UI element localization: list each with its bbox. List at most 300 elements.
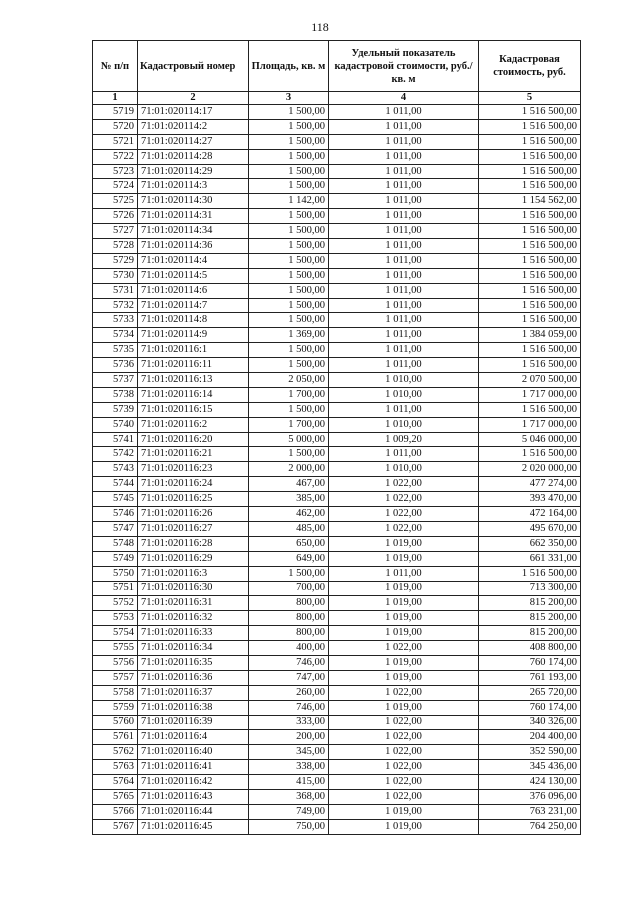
cadastral-value-cell: 1 516 500,00 bbox=[479, 402, 581, 417]
cadastral-value-cell: 763 231,00 bbox=[479, 804, 581, 819]
cadastral-value-cell: 1 384 059,00 bbox=[479, 328, 581, 343]
table-row bbox=[93, 626, 581, 641]
column-number: 4 bbox=[329, 92, 479, 105]
row-number-cell: 5736 bbox=[93, 358, 138, 373]
row-number-cell: 5746 bbox=[93, 507, 138, 522]
cadastral-number-cell: 71:01:020116:31 bbox=[138, 596, 249, 611]
table-row bbox=[93, 804, 581, 819]
row-number-cell: 5763 bbox=[93, 760, 138, 775]
table-row bbox=[93, 298, 581, 313]
header-row bbox=[93, 41, 581, 92]
cadastral-number-cell: 71:01:020116:26 bbox=[138, 507, 249, 522]
specific-value-cell: 1 019,00 bbox=[329, 536, 479, 551]
specific-value-cell: 1 011,00 bbox=[329, 164, 479, 179]
area-cell: 1 500,00 bbox=[249, 239, 329, 254]
cadastral-number-cell: 71:01:020114:29 bbox=[138, 164, 249, 179]
table-row bbox=[93, 447, 581, 462]
row-number-cell: 5753 bbox=[93, 611, 138, 626]
cadastral-number-cell: 71:01:020114:3 bbox=[138, 179, 249, 194]
row-number-cell: 5725 bbox=[93, 194, 138, 209]
row-number-cell: 5727 bbox=[93, 224, 138, 239]
area-cell: 1 500,00 bbox=[249, 298, 329, 313]
specific-value-cell: 1 019,00 bbox=[329, 551, 479, 566]
table-row bbox=[93, 239, 581, 254]
table-row bbox=[93, 328, 581, 343]
cadastral-value-cell: 393 470,00 bbox=[479, 492, 581, 507]
row-number-cell: 5757 bbox=[93, 670, 138, 685]
row-number-cell: 5745 bbox=[93, 492, 138, 507]
row-number-cell: 5739 bbox=[93, 402, 138, 417]
area-cell: 750,00 bbox=[249, 819, 329, 834]
row-number-cell: 5749 bbox=[93, 551, 138, 566]
area-cell: 385,00 bbox=[249, 492, 329, 507]
specific-value-cell: 1 011,00 bbox=[329, 402, 479, 417]
table-row bbox=[93, 670, 581, 685]
row-number-cell: 5721 bbox=[93, 134, 138, 149]
cadastral-number-cell: 71:01:020116:14 bbox=[138, 387, 249, 402]
table-row bbox=[93, 358, 581, 373]
area-cell: 1 500,00 bbox=[249, 179, 329, 194]
area-cell: 1 142,00 bbox=[249, 194, 329, 209]
row-number-cell: 5762 bbox=[93, 745, 138, 760]
specific-value-cell: 1 011,00 bbox=[329, 179, 479, 194]
cadastral-value-cell: 1 516 500,00 bbox=[479, 253, 581, 268]
area-cell: 2 050,00 bbox=[249, 373, 329, 388]
table-row bbox=[93, 775, 581, 790]
table-row bbox=[93, 611, 581, 626]
table-row bbox=[93, 789, 581, 804]
cadastral-value-cell: 495 670,00 bbox=[479, 521, 581, 536]
cadastral-value-cell: 1 516 500,00 bbox=[479, 134, 581, 149]
cadastral-value-cell: 1 516 500,00 bbox=[479, 566, 581, 581]
cadastral-value-cell: 815 200,00 bbox=[479, 611, 581, 626]
area-cell: 746,00 bbox=[249, 700, 329, 715]
cadastral-value-cell: 1 154 562,00 bbox=[479, 194, 581, 209]
specific-value-cell: 1 011,00 bbox=[329, 209, 479, 224]
row-number-cell: 5755 bbox=[93, 641, 138, 656]
cadastral-value-cell: 1 516 500,00 bbox=[479, 209, 581, 224]
area-cell: 800,00 bbox=[249, 626, 329, 641]
area-cell: 485,00 bbox=[249, 521, 329, 536]
cadastral-value-cell: 2 070 500,00 bbox=[479, 373, 581, 388]
specific-value-cell: 1 019,00 bbox=[329, 670, 479, 685]
specific-value-cell: 1 019,00 bbox=[329, 655, 479, 670]
area-cell: 800,00 bbox=[249, 596, 329, 611]
cadastral-number-cell: 71:01:020114:7 bbox=[138, 298, 249, 313]
table-row bbox=[93, 566, 581, 581]
cadastral-value-cell: 376 096,00 bbox=[479, 789, 581, 804]
specific-value-cell: 1 019,00 bbox=[329, 804, 479, 819]
table-row bbox=[93, 268, 581, 283]
cadastral-number-cell: 71:01:020116:3 bbox=[138, 566, 249, 581]
area-cell: 1 500,00 bbox=[249, 566, 329, 581]
cadastral-number-cell: 71:01:020116:15 bbox=[138, 402, 249, 417]
specific-value-cell: 1 011,00 bbox=[329, 283, 479, 298]
cadastral-number-cell: 71:01:020116:38 bbox=[138, 700, 249, 715]
table-row bbox=[93, 641, 581, 656]
cadastral-value-cell: 1 516 500,00 bbox=[479, 268, 581, 283]
row-number-cell: 5726 bbox=[93, 209, 138, 224]
row-number-cell: 5724 bbox=[93, 179, 138, 194]
row-number-cell: 5752 bbox=[93, 596, 138, 611]
specific-value-cell: 1 022,00 bbox=[329, 745, 479, 760]
cadastral-number-cell: 71:01:020116:39 bbox=[138, 715, 249, 730]
row-number-cell: 5744 bbox=[93, 477, 138, 492]
area-cell: 200,00 bbox=[249, 730, 329, 745]
specific-value-cell: 1 022,00 bbox=[329, 507, 479, 522]
cadastral-value-cell: 345 436,00 bbox=[479, 760, 581, 775]
table-row bbox=[93, 462, 581, 477]
table-row bbox=[93, 134, 581, 149]
cadastral-value-cell: 204 400,00 bbox=[479, 730, 581, 745]
header-area: Площадь, кв. м bbox=[249, 41, 329, 92]
column-number: 5 bbox=[479, 92, 581, 105]
cadastral-value-cell: 1 516 500,00 bbox=[479, 283, 581, 298]
cadastral-number-cell: 71:01:020116:28 bbox=[138, 536, 249, 551]
area-cell: 2 000,00 bbox=[249, 462, 329, 477]
row-number-cell: 5764 bbox=[93, 775, 138, 790]
area-cell: 1 500,00 bbox=[249, 283, 329, 298]
row-number-cell: 5731 bbox=[93, 283, 138, 298]
specific-value-cell: 1 010,00 bbox=[329, 462, 479, 477]
header-cadastral-number: Кадастровый номер bbox=[138, 41, 249, 92]
cadastral-value-cell: 265 720,00 bbox=[479, 685, 581, 700]
cadastral-value-cell: 761 193,00 bbox=[479, 670, 581, 685]
row-number-cell: 5741 bbox=[93, 432, 138, 447]
row-number-cell: 5761 bbox=[93, 730, 138, 745]
table-row bbox=[93, 224, 581, 239]
row-number-cell: 5723 bbox=[93, 164, 138, 179]
row-number-cell: 5751 bbox=[93, 581, 138, 596]
cadastral-number-cell: 71:01:020116:2 bbox=[138, 417, 249, 432]
area-cell: 1 500,00 bbox=[249, 313, 329, 328]
area-cell: 5 000,00 bbox=[249, 432, 329, 447]
cadastral-number-cell: 71:01:020116:25 bbox=[138, 492, 249, 507]
cadastral-number-cell: 71:01:020114:17 bbox=[138, 105, 249, 120]
row-number-cell: 5760 bbox=[93, 715, 138, 730]
specific-value-cell: 1 022,00 bbox=[329, 492, 479, 507]
cadastral-number-cell: 71:01:020116:37 bbox=[138, 685, 249, 700]
header-cadastral-value: Кадастровая стоимость, руб. bbox=[479, 41, 581, 92]
table-body bbox=[93, 105, 581, 835]
cadastral-number-cell: 71:01:020116:42 bbox=[138, 775, 249, 790]
cadastral-value-cell: 2 020 000,00 bbox=[479, 462, 581, 477]
area-cell: 368,00 bbox=[249, 789, 329, 804]
row-number-cell: 5754 bbox=[93, 626, 138, 641]
row-number-cell: 5730 bbox=[93, 268, 138, 283]
specific-value-cell: 1 019,00 bbox=[329, 596, 479, 611]
cadastral-value-cell: 1 516 500,00 bbox=[479, 358, 581, 373]
specific-value-cell: 1 009,20 bbox=[329, 432, 479, 447]
cadastral-number-cell: 71:01:020114:6 bbox=[138, 283, 249, 298]
row-number-cell: 5740 bbox=[93, 417, 138, 432]
specific-value-cell: 1 022,00 bbox=[329, 789, 479, 804]
specific-value-cell: 1 010,00 bbox=[329, 387, 479, 402]
table-row bbox=[93, 730, 581, 745]
cadastral-value-cell: 352 590,00 bbox=[479, 745, 581, 760]
specific-value-cell: 1 022,00 bbox=[329, 775, 479, 790]
cadastral-value-cell: 760 174,00 bbox=[479, 700, 581, 715]
cadastral-number-cell: 71:01:020114:2 bbox=[138, 119, 249, 134]
area-cell: 1 500,00 bbox=[249, 209, 329, 224]
specific-value-cell: 1 010,00 bbox=[329, 373, 479, 388]
specific-value-cell: 1 011,00 bbox=[329, 253, 479, 268]
area-cell: 1 500,00 bbox=[249, 358, 329, 373]
specific-value-cell: 1 011,00 bbox=[329, 105, 479, 120]
area-cell: 338,00 bbox=[249, 760, 329, 775]
specific-value-cell: 1 011,00 bbox=[329, 134, 479, 149]
row-number-cell: 5758 bbox=[93, 685, 138, 700]
specific-value-cell: 1 019,00 bbox=[329, 611, 479, 626]
specific-value-cell: 1 011,00 bbox=[329, 328, 479, 343]
header-specific-value: Удельный показатель кадастровой стоимости, руб./кв. м bbox=[329, 41, 479, 92]
cadastral-value-cell: 1 516 500,00 bbox=[479, 239, 581, 254]
row-number-cell: 5732 bbox=[93, 298, 138, 313]
specific-value-cell: 1 022,00 bbox=[329, 477, 479, 492]
cadastral-value-cell: 1 516 500,00 bbox=[479, 179, 581, 194]
cadastral-number-cell: 71:01:020116:34 bbox=[138, 641, 249, 656]
cadastral-number-cell: 71:01:020114:4 bbox=[138, 253, 249, 268]
table-row bbox=[93, 417, 581, 432]
area-cell: 400,00 bbox=[249, 641, 329, 656]
table-row bbox=[93, 760, 581, 775]
column-number-row bbox=[93, 92, 581, 105]
specific-value-cell: 1 011,00 bbox=[329, 343, 479, 358]
table-row bbox=[93, 373, 581, 388]
cadastral-number-cell: 71:01:020116:32 bbox=[138, 611, 249, 626]
cadastral-value-cell: 1 516 500,00 bbox=[479, 119, 581, 134]
table-row bbox=[93, 536, 581, 551]
cadastral-value-cell: 1 516 500,00 bbox=[479, 164, 581, 179]
area-cell: 1 700,00 bbox=[249, 387, 329, 402]
table-row bbox=[93, 655, 581, 670]
table-row bbox=[93, 551, 581, 566]
area-cell: 1 500,00 bbox=[249, 253, 329, 268]
table-row bbox=[93, 149, 581, 164]
page-number: 118 bbox=[311, 20, 329, 34]
area-cell: 1 500,00 bbox=[249, 402, 329, 417]
specific-value-cell: 1 011,00 bbox=[329, 358, 479, 373]
cadastral-number-cell: 71:01:020116:36 bbox=[138, 670, 249, 685]
row-number-cell: 5735 bbox=[93, 343, 138, 358]
specific-value-cell: 1 010,00 bbox=[329, 417, 479, 432]
cadastral-number-cell: 71:01:020116:33 bbox=[138, 626, 249, 641]
specific-value-cell: 1 022,00 bbox=[329, 760, 479, 775]
row-number-cell: 5738 bbox=[93, 387, 138, 402]
specific-value-cell: 1 022,00 bbox=[329, 641, 479, 656]
row-number-cell: 5747 bbox=[93, 521, 138, 536]
area-cell: 800,00 bbox=[249, 611, 329, 626]
cadastral-number-cell: 71:01:020116:43 bbox=[138, 789, 249, 804]
cadastral-value-cell: 1 516 500,00 bbox=[479, 298, 581, 313]
area-cell: 1 500,00 bbox=[249, 224, 329, 239]
cadastral-number-cell: 71:01:020116:20 bbox=[138, 432, 249, 447]
area-cell: 1 369,00 bbox=[249, 328, 329, 343]
specific-value-cell: 1 011,00 bbox=[329, 447, 479, 462]
table-row bbox=[93, 194, 581, 209]
row-number-cell: 5728 bbox=[93, 239, 138, 254]
table-row bbox=[93, 105, 581, 120]
specific-value-cell: 1 019,00 bbox=[329, 819, 479, 834]
cadastral-number-cell: 71:01:020116:40 bbox=[138, 745, 249, 760]
table-row bbox=[93, 685, 581, 700]
area-cell: 746,00 bbox=[249, 655, 329, 670]
area-cell: 1 500,00 bbox=[249, 343, 329, 358]
area-cell: 345,00 bbox=[249, 745, 329, 760]
row-number-cell: 5750 bbox=[93, 566, 138, 581]
cadastral-number-cell: 71:01:020116:35 bbox=[138, 655, 249, 670]
specific-value-cell: 1 011,00 bbox=[329, 119, 479, 134]
area-cell: 467,00 bbox=[249, 477, 329, 492]
specific-value-cell: 1 022,00 bbox=[329, 685, 479, 700]
cadastral-number-cell: 71:01:020114:36 bbox=[138, 239, 249, 254]
cadastral-value-cell: 1 516 500,00 bbox=[479, 224, 581, 239]
area-cell: 649,00 bbox=[249, 551, 329, 566]
cadastral-number-cell: 71:01:020114:30 bbox=[138, 194, 249, 209]
cadastral-number-cell: 71:01:020116:29 bbox=[138, 551, 249, 566]
area-cell: 1 500,00 bbox=[249, 134, 329, 149]
cadastral-value-cell: 1 516 500,00 bbox=[479, 447, 581, 462]
cadastral-number-cell: 71:01:020116:27 bbox=[138, 521, 249, 536]
area-cell: 260,00 bbox=[249, 685, 329, 700]
table-row bbox=[93, 596, 581, 611]
table-row bbox=[93, 507, 581, 522]
area-cell: 1 700,00 bbox=[249, 417, 329, 432]
table-row bbox=[93, 387, 581, 402]
cadastral-number-cell: 71:01:020116:45 bbox=[138, 819, 249, 834]
row-number-cell: 5765 bbox=[93, 789, 138, 804]
table-row bbox=[93, 745, 581, 760]
cadastral-value-cell: 1 516 500,00 bbox=[479, 149, 581, 164]
row-number-cell: 5722 bbox=[93, 149, 138, 164]
cadastral-number-cell: 71:01:020116:13 bbox=[138, 373, 249, 388]
row-number-cell: 5734 bbox=[93, 328, 138, 343]
row-number-cell: 5733 bbox=[93, 313, 138, 328]
specific-value-cell: 1 011,00 bbox=[329, 149, 479, 164]
header-row-number: № п/п bbox=[93, 41, 138, 92]
cadastral-value-cell: 1 717 000,00 bbox=[479, 387, 581, 402]
area-cell: 747,00 bbox=[249, 670, 329, 685]
table-row bbox=[93, 283, 581, 298]
cadastral-number-cell: 71:01:020116:41 bbox=[138, 760, 249, 775]
cadastral-number-cell: 71:01:020114:34 bbox=[138, 224, 249, 239]
cadastral-number-cell: 71:01:020116:24 bbox=[138, 477, 249, 492]
area-cell: 462,00 bbox=[249, 507, 329, 522]
cadastral-number-cell: 71:01:020114:27 bbox=[138, 134, 249, 149]
area-cell: 1 500,00 bbox=[249, 119, 329, 134]
area-cell: 1 500,00 bbox=[249, 268, 329, 283]
cadastral-value-cell: 1 516 500,00 bbox=[479, 343, 581, 358]
cadastral-value-table bbox=[92, 40, 581, 835]
cadastral-value-cell: 713 300,00 bbox=[479, 581, 581, 596]
row-number-cell: 5729 bbox=[93, 253, 138, 268]
table-row bbox=[93, 700, 581, 715]
specific-value-cell: 1 011,00 bbox=[329, 239, 479, 254]
specific-value-cell: 1 011,00 bbox=[329, 194, 479, 209]
table-row bbox=[93, 581, 581, 596]
area-cell: 1 500,00 bbox=[249, 164, 329, 179]
specific-value-cell: 1 022,00 bbox=[329, 521, 479, 536]
cadastral-number-cell: 71:01:020116:1 bbox=[138, 343, 249, 358]
row-number-cell: 5756 bbox=[93, 655, 138, 670]
table-row bbox=[93, 179, 581, 194]
specific-value-cell: 1 019,00 bbox=[329, 700, 479, 715]
table-row bbox=[93, 432, 581, 447]
cadastral-value-cell: 5 046 000,00 bbox=[479, 432, 581, 447]
specific-value-cell: 1 011,00 bbox=[329, 224, 479, 239]
table-header bbox=[93, 41, 581, 105]
cadastral-value-cell: 661 331,00 bbox=[479, 551, 581, 566]
area-cell: 1 500,00 bbox=[249, 447, 329, 462]
row-number-cell: 5766 bbox=[93, 804, 138, 819]
cadastral-number-cell: 71:01:020114:31 bbox=[138, 209, 249, 224]
cadastral-value-cell: 472 164,00 bbox=[479, 507, 581, 522]
specific-value-cell: 1 011,00 bbox=[329, 313, 479, 328]
table-row bbox=[93, 819, 581, 834]
cadastral-value-cell: 340 326,00 bbox=[479, 715, 581, 730]
column-number: 3 bbox=[249, 92, 329, 105]
row-number-cell: 5743 bbox=[93, 462, 138, 477]
cadastral-number-cell: 71:01:020114:28 bbox=[138, 149, 249, 164]
specific-value-cell: 1 022,00 bbox=[329, 730, 479, 745]
cadastral-value-cell: 1 516 500,00 bbox=[479, 105, 581, 120]
specific-value-cell: 1 019,00 bbox=[329, 626, 479, 641]
area-cell: 700,00 bbox=[249, 581, 329, 596]
table-row bbox=[93, 343, 581, 358]
cadastral-value-cell: 815 200,00 bbox=[479, 596, 581, 611]
cadastral-value-cell: 1 516 500,00 bbox=[479, 313, 581, 328]
row-number-cell: 5748 bbox=[93, 536, 138, 551]
table-row bbox=[93, 477, 581, 492]
cadastral-value-cell: 760 174,00 bbox=[479, 655, 581, 670]
cadastral-number-cell: 71:01:020114:5 bbox=[138, 268, 249, 283]
row-number-cell: 5767 bbox=[93, 819, 138, 834]
cadastral-value-cell: 424 130,00 bbox=[479, 775, 581, 790]
table-row bbox=[93, 164, 581, 179]
specific-value-cell: 1 011,00 bbox=[329, 566, 479, 581]
table-row bbox=[93, 521, 581, 536]
area-cell: 749,00 bbox=[249, 804, 329, 819]
area-cell: 415,00 bbox=[249, 775, 329, 790]
table-row bbox=[93, 119, 581, 134]
area-cell: 650,00 bbox=[249, 536, 329, 551]
cadastral-number-cell: 71:01:020116:4 bbox=[138, 730, 249, 745]
cadastral-number-cell: 71:01:020116:23 bbox=[138, 462, 249, 477]
column-number: 2 bbox=[138, 92, 249, 105]
table-row bbox=[93, 402, 581, 417]
cadastral-value-cell: 764 250,00 bbox=[479, 819, 581, 834]
column-number: 1 bbox=[93, 92, 138, 105]
cadastral-value-cell: 815 200,00 bbox=[479, 626, 581, 641]
row-number-cell: 5737 bbox=[93, 373, 138, 388]
table-row bbox=[93, 313, 581, 328]
row-number-cell: 5759 bbox=[93, 700, 138, 715]
cadastral-value-cell: 662 350,00 bbox=[479, 536, 581, 551]
cadastral-number-cell: 71:01:020114:8 bbox=[138, 313, 249, 328]
cadastral-number-cell: 71:01:020116:11 bbox=[138, 358, 249, 373]
specific-value-cell: 1 011,00 bbox=[329, 298, 479, 313]
row-number-cell: 5742 bbox=[93, 447, 138, 462]
cadastral-value-cell: 408 800,00 bbox=[479, 641, 581, 656]
area-cell: 333,00 bbox=[249, 715, 329, 730]
table-row bbox=[93, 209, 581, 224]
cadastral-number-cell: 71:01:020116:21 bbox=[138, 447, 249, 462]
specific-value-cell: 1 022,00 bbox=[329, 715, 479, 730]
cadastral-number-cell: 71:01:020114:9 bbox=[138, 328, 249, 343]
cadastral-number-cell: 71:01:020116:30 bbox=[138, 581, 249, 596]
cadastral-value-cell: 477 274,00 bbox=[479, 477, 581, 492]
table-row bbox=[93, 492, 581, 507]
